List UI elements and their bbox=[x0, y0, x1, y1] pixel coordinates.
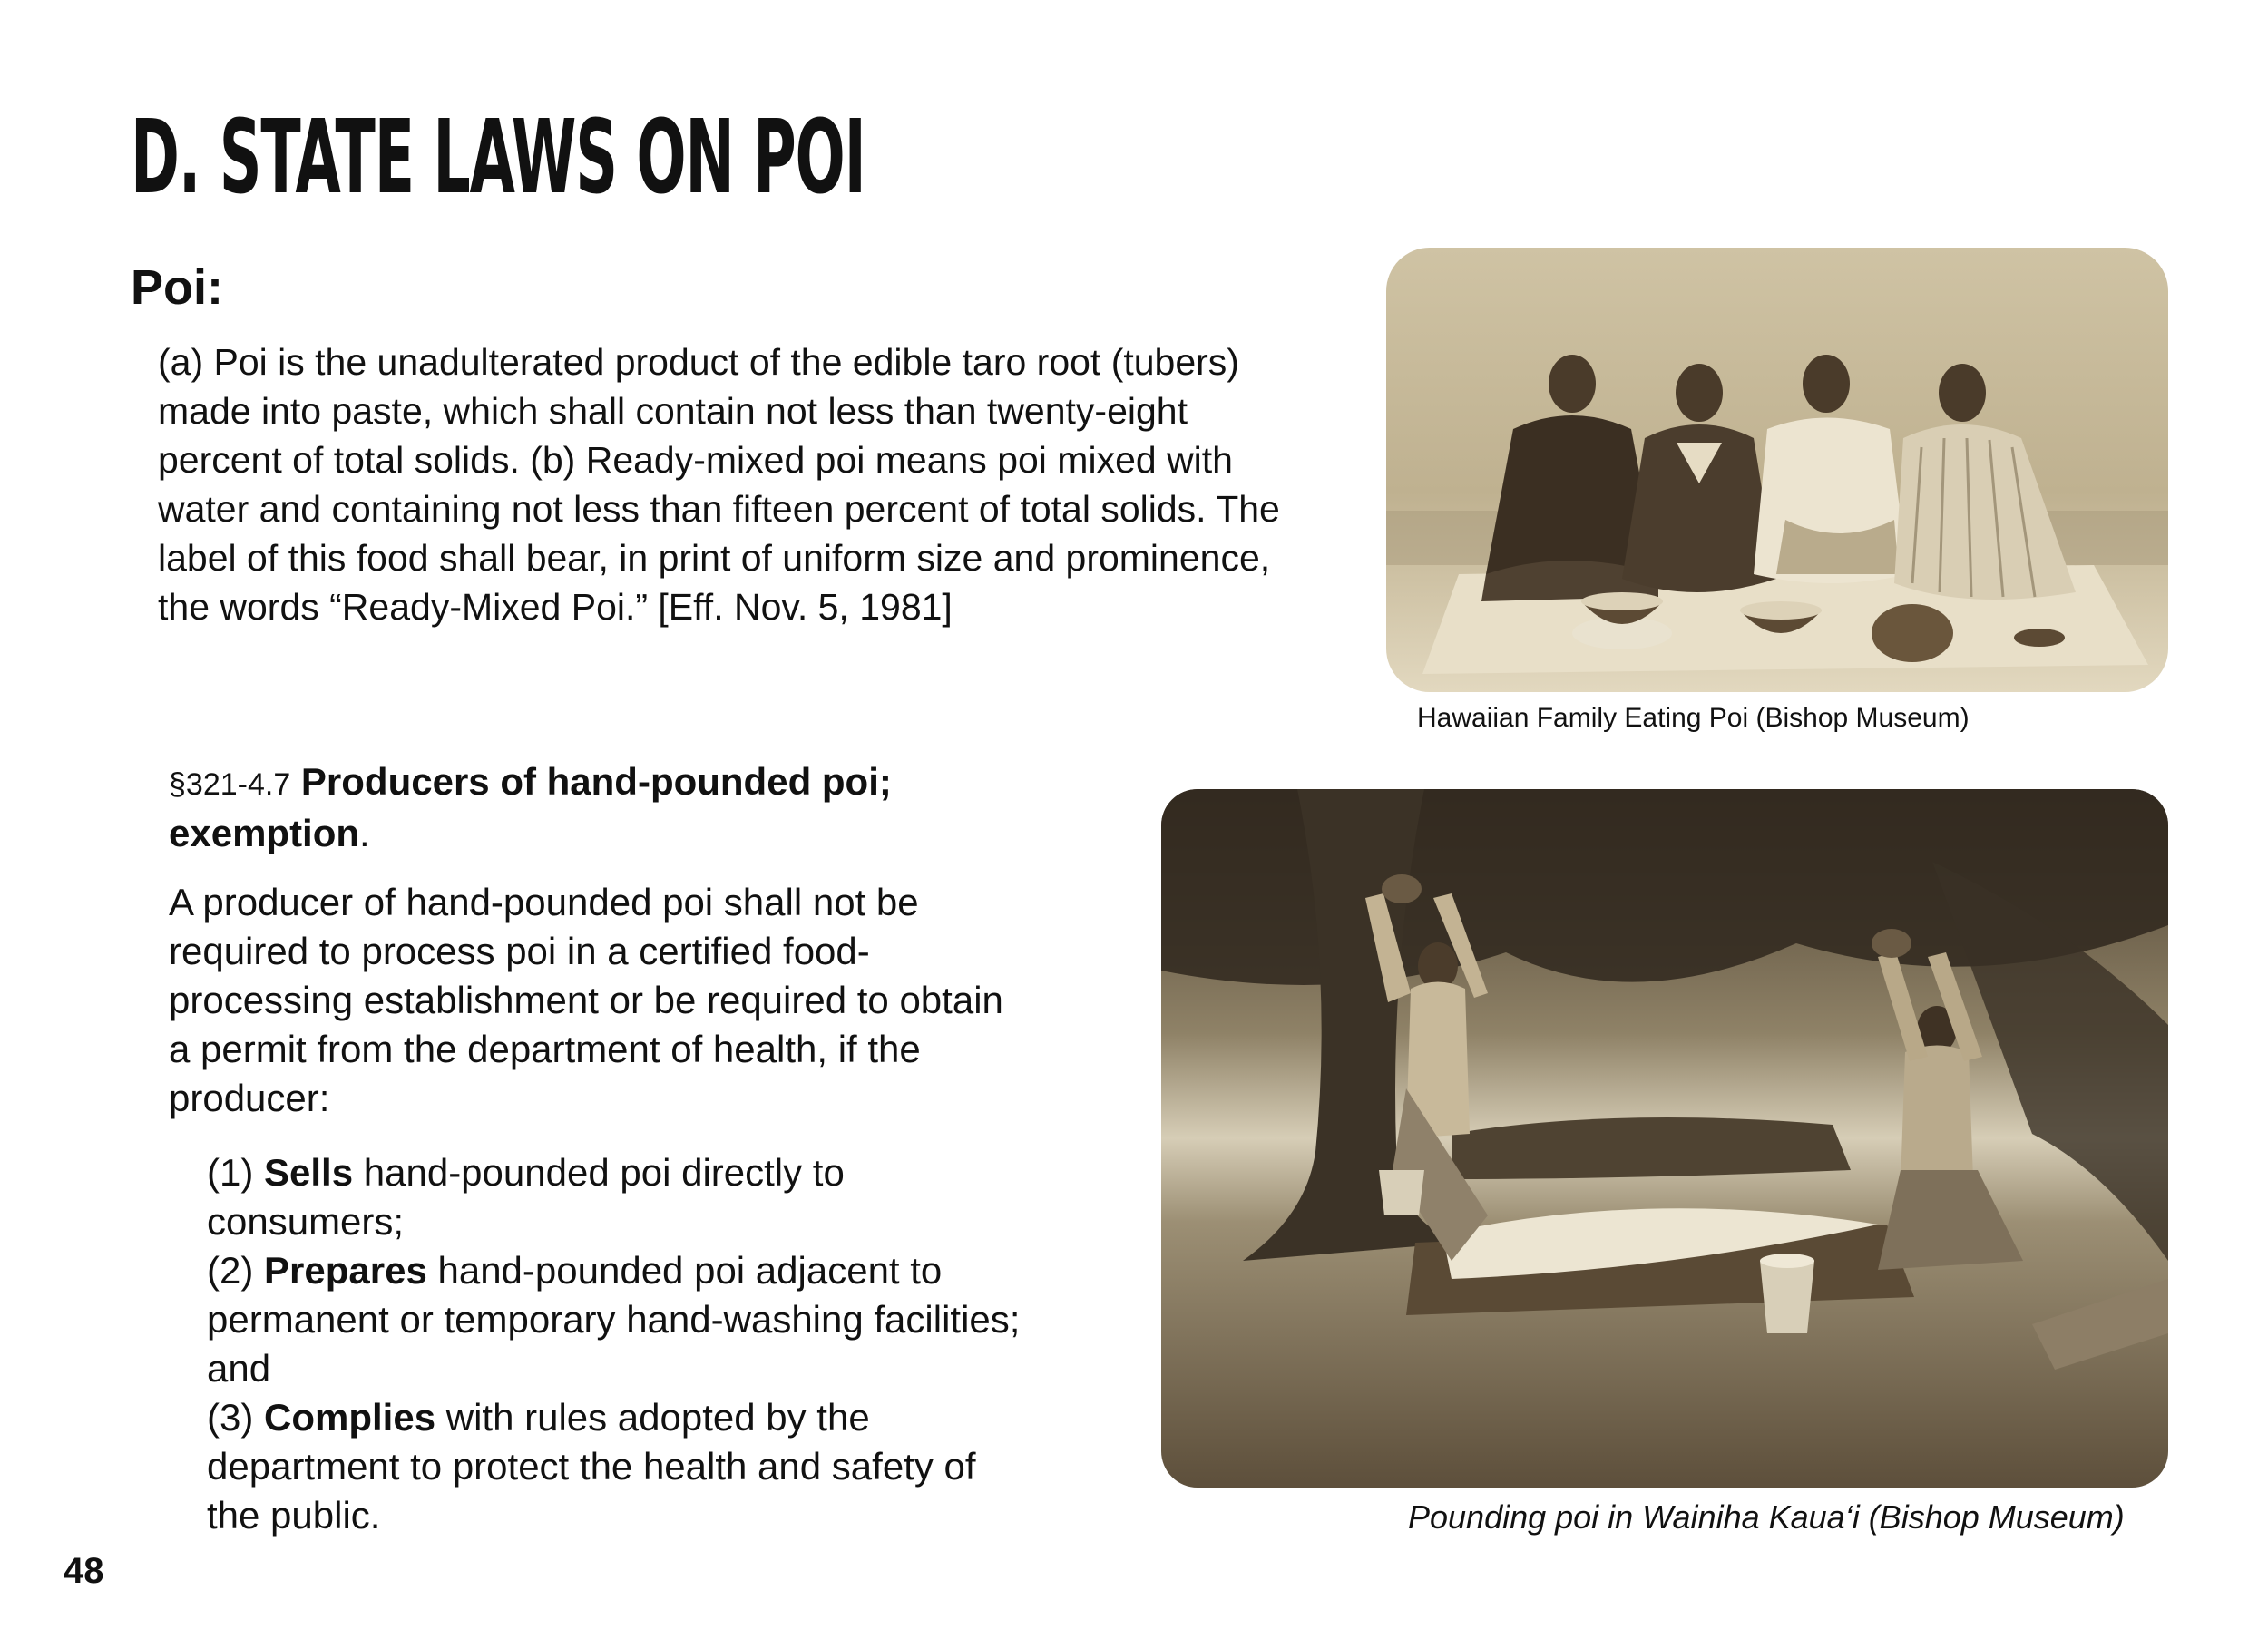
statute-section bbox=[169, 757, 1022, 1540]
poi-heading: Poi: bbox=[131, 260, 223, 315]
page-number: 48 bbox=[64, 1551, 104, 1591]
condition-item: (3) Complies with rules adopted by the department to protect the health and safety of the public. bbox=[207, 1396, 976, 1537]
statute-title-end: . bbox=[359, 812, 370, 854]
statute-title: Producers of hand-pounded poi; exemption bbox=[169, 760, 892, 854]
condition-item: (1) Sells hand-pounded poi directly to consumers; bbox=[207, 1151, 845, 1243]
condition-item: (2) Prepares hand-pounded poi adjacent to permanent or temporary hand-washing facilities; and bbox=[207, 1249, 1021, 1390]
statute-heading bbox=[169, 757, 1022, 858]
family-eating-poi-photo bbox=[1386, 248, 2168, 692]
poi-definition: (a) Poi is the unadulterated product of the edible taro root (tubers) made into paste, which shall contain not less than twenty-eight percent of total solids. (b) Ready-mixed poi means poi mixed with water and containing not less than fifteen percent of total solids. The label of this food shall bear, in print of uniform size and prominence, the words “Ready-Mixed Poi.” [Eff. Nov. 5, 1981] bbox=[158, 341, 1280, 628]
statute-number: §321-4.7 bbox=[169, 767, 291, 802]
family-photo-caption: Hawaiian Family Eating Poi (Bishop Museum) bbox=[1417, 703, 1970, 733]
pounding-photo-caption: Pounding poi in Wainiha Kaua‘i (Bishop Museum) bbox=[1408, 1498, 2125, 1536]
statute-body: A producer of hand-pounded poi shall not be required to process poi in a certified food-processing establishment or be required to obtain a permit from the department of health, if the producer: bbox=[169, 881, 1003, 1119]
pounding-poi-photo bbox=[1161, 789, 2168, 1488]
page-title: D. STATE LAWS ON POI bbox=[131, 99, 865, 217]
conditions-list bbox=[207, 1148, 1023, 1540]
